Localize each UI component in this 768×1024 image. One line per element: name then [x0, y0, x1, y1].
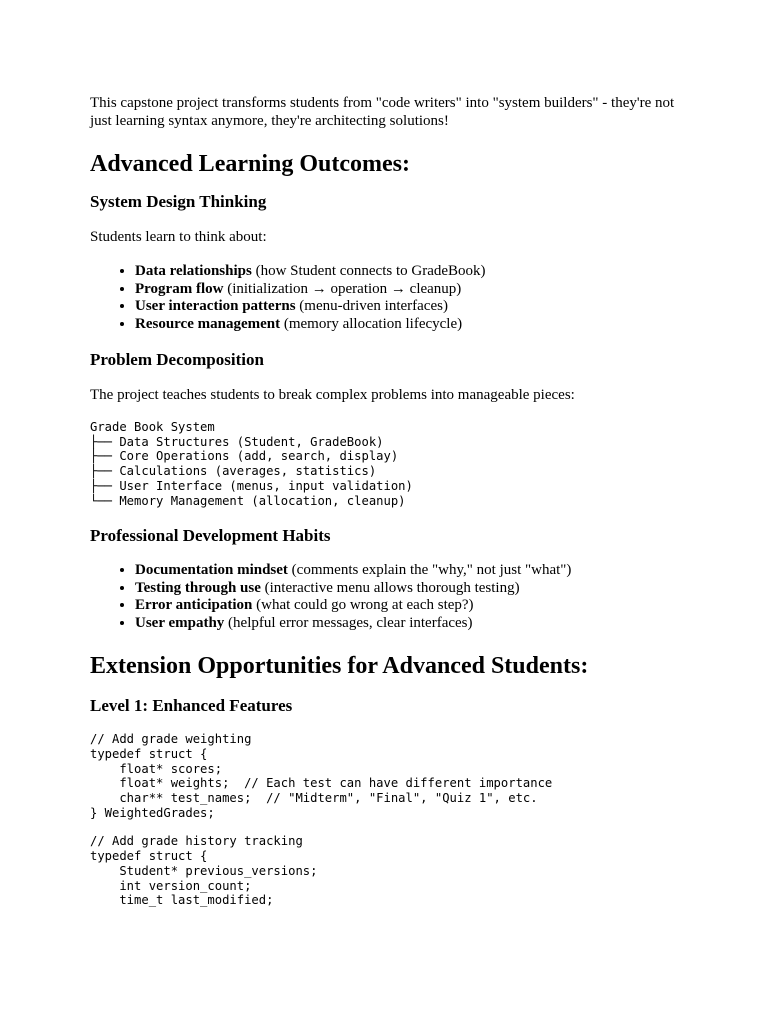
- list-item: • Program flow (initialization → operation → cleanup): [135, 281, 690, 299]
- decomp-lead: The project teaches students to break complex problems into manageable pieces:: [90, 387, 575, 403]
- heading-extension-opportunities: Extension Opportunities for Advanced Students:: [90, 653, 589, 680]
- heading-professional-habits: Professional Development Habits: [90, 526, 331, 546]
- list-item: • Resource management (memory allocation lifecycle): [135, 316, 690, 334]
- code-block-weighting: // Add grade weighting typedef struct { float* scores; float* weights; // Each test can have different importance char** test_names; // "Midterm", "Final", "Quiz 1", etc. } WeightedGrades;: [90, 732, 553, 820]
- decomposition-tree: Grade Book System ├── Data Structures (Student, GradeBook) ├── Core Operations (add, search, display) ├── Calculations (averages, statistics) ├── User Interface (menus, input validation) └── Memory Management (allocation, cleanup): [90, 420, 413, 508]
- intro-paragraph: This capstone project transforms students from "code writers" into "system builders" - they're not just learning syntax anymore, they're architecting solutions!: [90, 95, 675, 129]
- list-item: • Error anticipation (what could go wrong at each step?): [135, 597, 690, 615]
- heading-level-1: Level 1: Enhanced Features: [90, 696, 293, 716]
- list-item: • Data relationships (how Student connects to GradeBook): [135, 263, 690, 281]
- heading-learning-outcomes: Advanced Learning Outcomes:: [90, 151, 410, 177]
- code-block-history: // Add grade history tracking typedef struct { Student* previous_versions; int version_count; time_t last_modified;: [90, 834, 318, 908]
- list-item: • User interaction patterns (menu-driven interfaces): [135, 298, 690, 316]
- heading-system-design: System Design Thinking: [90, 192, 267, 211]
- design-lead: Students learn to think about:: [90, 229, 267, 245]
- list-item: • Testing through use (interactive menu allows thorough testing): [135, 580, 690, 598]
- document-page: [90, 94, 690, 908]
- heading-problem-decomposition: Problem Decomposition: [90, 350, 264, 369]
- habits-list: [90, 562, 690, 632]
- list-item: • Documentation mindset (comments explain the "why," not just "what"): [135, 562, 690, 580]
- design-list: [90, 263, 690, 333]
- list-item: • User empathy (helpful error messages, clear interfaces): [135, 615, 690, 633]
